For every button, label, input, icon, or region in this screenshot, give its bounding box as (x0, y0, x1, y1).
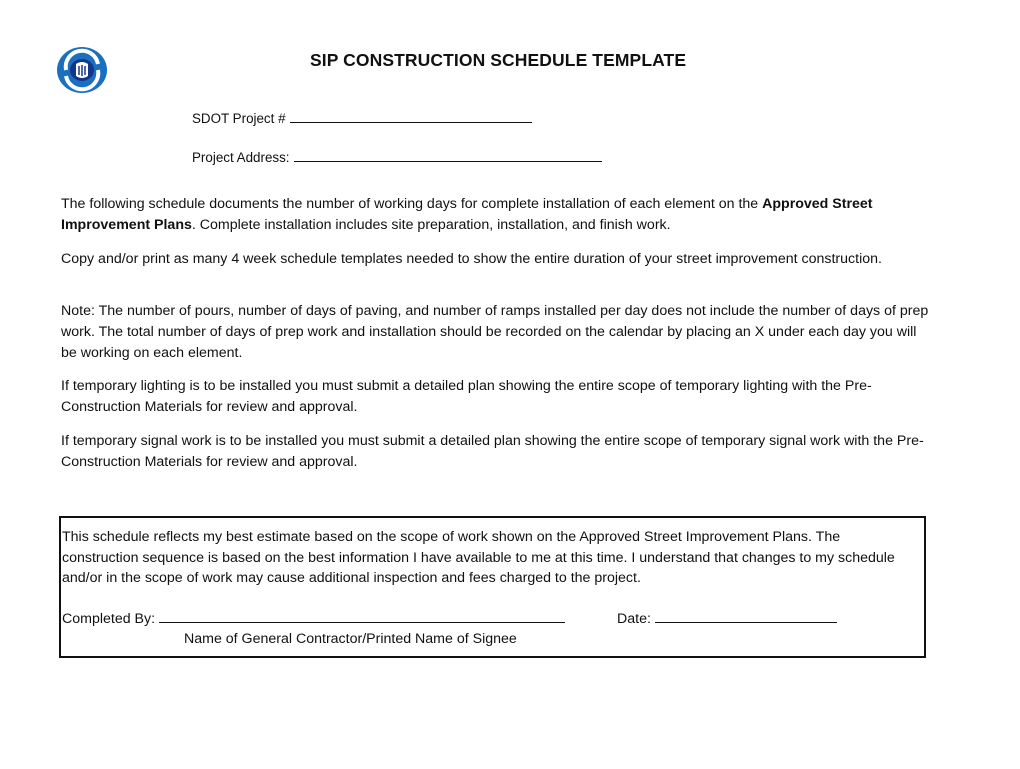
city-seal-logo-icon (56, 46, 108, 94)
temporary-signal-paragraph: If temporary signal work is to be installed you must submit a detailed plan showing the entire scope of temporary signal work with the Pre-Construction Materials for review and approval. (61, 433, 924, 470)
certification-statement: This schedule reflects my best estimate based on the scope of work shown on the Approved Street Improvement Plans. The construction sequence is based on the best information I have available to me at this time. I understand that changes to my schedule and/or in the scope of work may cause additional inspection and fees charged to the project. (62, 529, 895, 586)
date-input-line[interactable] (655, 610, 837, 623)
temporary-lighting-paragraph: If temporary lighting is to be installed you must submit a detailed plan showing the entire scope of temporary lighting with the Pre-Construction Materials for review and approval. (61, 378, 872, 415)
sdot-project-label: SDOT Project # (192, 111, 286, 126)
completed-by-field (62, 610, 565, 627)
project-address-field (192, 149, 602, 165)
completed-by-input-line[interactable] (159, 610, 565, 623)
date-field (617, 610, 837, 627)
intro-text-start: The following schedule documents the number of working days for complete installation of each element on the (61, 196, 763, 212)
date-label: Date: (617, 611, 651, 627)
intro-text-bold: Approved Street Improvement Plans (61, 196, 873, 233)
note-paragraph: Note: The number of pours, number of days of paving, and number of ramps installed per day does not include the number of days of prep work. The total number of days of prep work and installation should be recorded on the calendar by placing an X under each day you will be working on each element. (61, 303, 929, 361)
project-address-input-line[interactable] (294, 149, 602, 162)
sdot-project-field (192, 110, 532, 126)
copy-print-paragraph: Copy and/or print as many 4 week schedule templates needed to show the entire duration of your street improvement construction. (61, 251, 882, 267)
completed-by-label: Completed By: (62, 611, 156, 627)
intro-text-end: . Complete installation includes site preparation, installation, and finish work. (191, 217, 671, 233)
sdot-project-input-line[interactable] (290, 110, 532, 123)
intro-paragraph (61, 194, 929, 236)
certification-box (59, 516, 926, 658)
project-address-label: Project Address: (192, 150, 290, 165)
signee-caption: Name of General Contractor/Printed Name of Signee (184, 631, 517, 647)
page-title: SIP CONSTRUCTION SCHEDULE TEMPLATE (310, 50, 687, 70)
